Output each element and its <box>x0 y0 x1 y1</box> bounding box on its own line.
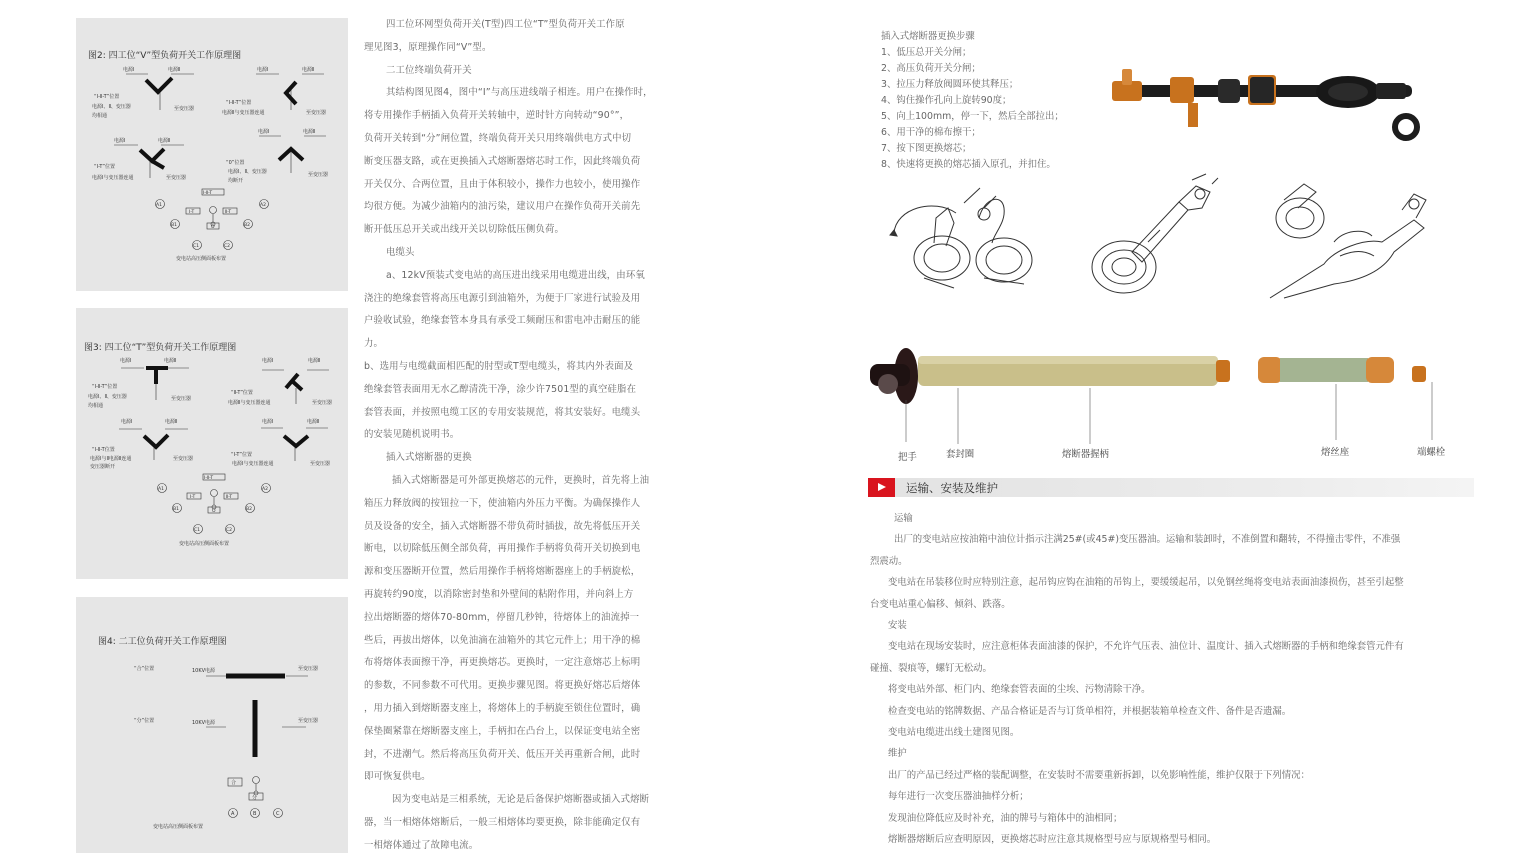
fig2-q3-load: 至变压器 <box>166 175 187 181</box>
fig3-q3-src2: 电源Ⅱ <box>165 419 178 425</box>
figure-2-diagram <box>76 18 348 291</box>
paragraph: 台变电站重心偏移、倾斜、跌落。 <box>870 598 1011 610</box>
right-text-column <box>870 508 1480 851</box>
figure-4-diagram <box>76 597 348 853</box>
paragraph: 力。 <box>364 338 384 350</box>
section-header <box>868 478 1474 497</box>
fig3-q1-desc2: 均相通 <box>88 403 104 409</box>
fig2-q1-src1: 电源Ⅰ <box>123 67 135 73</box>
fig2-q1-pos: “Ⅰ-Ⅱ-T”位置 <box>94 94 120 100</box>
fig4-row1-load: 至变压器 <box>298 666 319 672</box>
fig3-q2-pos: “Ⅱ-T”位置 <box>231 390 253 396</box>
paragraph: 变电站在现场安装时，应注意柜体表面油漆的保护，不允许气压表、油位计、温度计、插入式熔断器的手柄和绝缘套管元件有 <box>888 641 1404 653</box>
paragraph: 其结构图见图4，图中“Ⅰ”与高压进线端子相连。用户在操作时， <box>386 87 653 99</box>
play-arrow-icon <box>868 478 895 497</box>
fig4-panel-c: C <box>276 811 280 817</box>
fig2-q3-desc1: 电源Ⅰ与变压器连通 <box>92 175 134 181</box>
step-item: 7、按下图更换熔芯； <box>881 143 972 154</box>
fig2-q4-pos: “0”位置 <box>226 160 245 166</box>
fig2-q2-load: 至变压器 <box>306 110 327 116</box>
fig2-q1-desc2: 均相通 <box>92 113 108 119</box>
step-item: 1、低压总开关分闸； <box>881 47 972 58</box>
section-heading: 二工位终端负荷开关 <box>386 64 472 76</box>
fig2-q2-src2: 电源Ⅱ <box>302 67 315 73</box>
paragraph: 断电，以切除低压侧全部负荷，再用操作手柄将负荷开关切换到电 <box>364 543 641 555</box>
figure-4-title: 图4: 二工位负荷开关工作原理图 <box>98 637 227 647</box>
paragraph: 出厂的产品已经过严格的装配调整，在安装时不需要重新拆卸，以免影响性能，维护仅限于下列情况： <box>888 769 1310 781</box>
fuse-parts-photo <box>866 336 1466 446</box>
fig3-panel-left: Ⅰ-T <box>190 495 196 500</box>
paragraph: 插入式熔断器是可外部更换熔芯的元件，更换时，首先将上油 <box>392 474 650 486</box>
fig2-panel-top: Ⅰ-Ⅱ-T <box>203 191 213 196</box>
fig2-panel-caption: 变电站高压侧面板布置 <box>176 256 227 262</box>
fig3-q1-src1: 电源Ⅰ <box>120 358 132 364</box>
part-label-seal: 套封圈 <box>946 449 975 460</box>
fig3-panel-c2: C2 <box>226 528 233 533</box>
paragraph: 的参数，不同参数不可代用。更换步骤见图。将更换好熔芯后熔体 <box>364 680 641 692</box>
paragraph: 员及设备的安全，插入式熔断器不带负荷时插拔，故先将低压开关 <box>364 520 641 532</box>
fig3-q3-load: 至变压器 <box>173 456 194 462</box>
fig2-panel-right: Ⅱ-T <box>225 210 232 215</box>
fig4-row2-load: 至变压器 <box>298 718 319 724</box>
part-label-handle: 把手 <box>898 452 917 463</box>
paragraph: 碰撞、裂痕等，螺钉无松动。 <box>870 662 992 674</box>
fig4-panel-b: B <box>253 811 257 817</box>
fig2-q4-src1: 电源Ⅰ <box>258 129 270 135</box>
fig3-q4-src2: 电源Ⅱ <box>307 419 320 425</box>
fig3-q3-src1: 电源Ⅰ <box>121 419 133 425</box>
section-heading: 安装 <box>888 620 907 632</box>
paragraph: 断开低压总开关或出线开关以切除低压侧负荷。 <box>364 224 565 236</box>
paragraph: 源和变压器断开位置，然后用操作手柄将熔断器座上的手柄旋松， <box>364 566 641 578</box>
part-label-bolt: 端螺栓 <box>1417 447 1446 458</box>
paragraph: 浇注的绝缘套管将高压电源引到油箱外，为便于厂家进行试验及用 <box>364 292 641 304</box>
fig2-q2-src1: 电源Ⅰ <box>257 67 269 73</box>
fig2-q3-src2: 电源Ⅱ <box>158 138 171 144</box>
fig2-q4-src2: 电源Ⅱ <box>303 129 316 135</box>
fig3-q1-load: 至变压器 <box>171 396 192 402</box>
fig3-panel-c1: C1 <box>194 528 201 533</box>
paragraph: 保垫圈紧靠在熔断器支座上，手柄扣在凸台上，以保证变电站全密 <box>364 725 641 737</box>
fig2-q2-pos: “Ⅰ-Ⅱ-T”位置 <box>226 100 252 106</box>
section-heading: 电缆头 <box>386 246 415 258</box>
section-title: 运输、安装及维护 <box>906 481 998 495</box>
fig3-q1-desc1: 电源Ⅰ、Ⅱ、变压器 <box>88 394 127 400</box>
fig2-panel-b1: B1 <box>171 223 177 228</box>
paragraph: 熔断器熔断后应查明原因，更换熔芯时应注意其规格型号应与原规格型号相同。 <box>888 834 1217 846</box>
paragraph: 每年进行一次变压器油抽样分析； <box>888 791 1029 803</box>
paragraph: 开关仅分、合两位置，且由于体积较小，操作力也较小，使用操作 <box>364 178 641 190</box>
section-heading: 插入式熔断器的更换 <box>386 452 472 464</box>
part-label-seat: 熔丝座 <box>1321 447 1350 458</box>
figure-4-panel <box>76 597 348 853</box>
paragraph: 些后，再拔出熔体，以免油滴在油箱外的其它元件上；用干净的棉 <box>364 634 641 646</box>
paragraph: 箱压力释放阀的按钮拉一下，使油箱内外压力平衡。为确保操作人 <box>364 497 641 509</box>
fig3-q3-desc2: 变压器断开 <box>90 464 116 470</box>
paragraph: 四工位环网型负荷开关(T型)四工位“T”型负荷开关工作原 <box>386 19 625 30</box>
fuse-replacement-steps <box>881 29 1064 173</box>
paragraph: 均很方便。为减少油箱内的油污染，建议用户在操作负荷开关前先 <box>364 201 641 213</box>
fig3-q1-pos: “Ⅰ-Ⅱ-T”位置 <box>92 384 118 390</box>
fig3-panel-b2: B2 <box>246 507 252 512</box>
fig3-q4-load: 至变压器 <box>310 461 331 467</box>
paragraph: 负荷开关转到“分”闸位置，终端负荷开关只用终端供电方式中切 <box>364 132 632 144</box>
fig3-panel-right: Ⅱ-T <box>226 495 233 500</box>
paragraph: 烈震动。 <box>870 555 908 567</box>
fig2-q1-src2: 电源Ⅱ <box>168 67 181 73</box>
fig2-q4-load: 至变压器 <box>308 172 329 178</box>
paragraph: 将变电站外部、柜门内、绝缘套管表面的尘埃、污物清除干净。 <box>888 684 1151 696</box>
fig2-panel-b2: B2 <box>244 223 250 228</box>
figure-3-panel <box>76 308 348 579</box>
fig3-q2-src1: 电源Ⅰ <box>262 358 274 364</box>
paragraph: 理见图3，原理操作同“V”型。 <box>364 41 492 53</box>
paragraph: 变电站电缆进出线土建图见图。 <box>888 727 1020 739</box>
fig4-panel-a: A <box>231 811 235 817</box>
paragraph: 再旋转约90度，以消除密封垫和外壁间的粘附作用，并向斜上方 <box>364 588 634 600</box>
fig4-row1-src: 10KV电源 <box>192 668 216 674</box>
section-heading: 维护 <box>888 748 907 760</box>
step-item: 8、快速将更换的熔芯插入原孔，并扣住。 <box>881 159 1056 170</box>
fig3-q4-desc1: 电源Ⅰ与变压器连通 <box>232 461 274 467</box>
part-label-grip: 熔断器握柄 <box>1062 449 1109 460</box>
fig2-q1-load: 至变压器 <box>174 106 195 112</box>
paragraph: 绝缘套管表面用无水乙醇清洗干净，涂少许7501型的真空硅脂在 <box>364 383 637 395</box>
step-drawing-pull <box>1084 172 1234 302</box>
fig3-q3-desc1: 电源Ⅰ与Ⅱ电源Ⅱ连通 <box>90 456 132 462</box>
step-item: 4、钩住操作孔向上旋转90度； <box>881 95 1012 106</box>
fig4-panel-caption: 变电站高压侧面板布置 <box>153 824 204 830</box>
paragraph: 布将熔体表面擦干净，再更换熔芯。更换时，一定注意熔芯上标明 <box>364 657 641 669</box>
fig3-panel-top: Ⅰ-Ⅱ-T <box>204 476 214 481</box>
paragraph: 户验收试验，绝缘套管本身具有承受工频耐压和雷电冲击耐压的能 <box>364 315 641 327</box>
fig3-panel-a1: A1 <box>158 487 164 492</box>
fig2-panel-c2: C2 <box>224 244 231 249</box>
step-item: 2、高压负荷开关分闸； <box>881 63 981 74</box>
fig2-q1-desc1: 电源Ⅰ、Ⅱ、变压器 <box>92 104 131 110</box>
fig2-panel-c1: C1 <box>193 244 200 249</box>
fig2-q4-desc1: 电源Ⅰ、Ⅱ、变压器 <box>228 169 267 175</box>
section-heading: 运输 <box>894 513 913 524</box>
paragraph: 发现油位降低应及时补充，油的牌号与箱体中的油相同； <box>888 812 1123 824</box>
fig4-row1-pos: “合”位置 <box>134 666 155 672</box>
paragraph: 变电站在吊装移位时应特别注意，起吊钩应钩在油箱的吊钩上，要缓缓起吊，以免钢丝绳将变电站表面油漆损伤，甚至引起整 <box>888 577 1404 589</box>
paragraph: ，用力插入到熔断器支座上，将熔体上的手柄旋至锁住位置时，确 <box>364 702 641 714</box>
paragraph: a、12kV预装式变电站的高压进出线采用电缆进出线，由环氧 <box>386 269 645 281</box>
fuse-assembly-photo <box>1108 55 1428 147</box>
figure-3-title: 图3: 四工位“T”型负荷开关工作原理图 <box>84 343 237 353</box>
step-item: 5、向上100mm，停一下，然后全部拉出； <box>881 111 1064 122</box>
paragraph: 封，不进潮气。然后将高压负荷开关、低压开关再重新合闸，此时 <box>364 748 641 760</box>
paragraph: 一相熔体通过了故障电流。 <box>364 839 479 851</box>
paragraph: 拉出熔断器的熔体70-80mm，停留几秒钟，待熔体上的油流掉一 <box>364 611 640 623</box>
fig2-panel-a2: A2 <box>260 203 266 208</box>
middle-text-column <box>364 14 682 857</box>
paragraph: 即可恢复供电。 <box>364 771 431 783</box>
paragraph: 检查变电站的铭牌数据、产品合格证是否与订货单相符，并根据装箱单检查文件、备件是否遗漏。 <box>888 705 1292 717</box>
figure-2-title: 图2: 四工位“V”型负荷开关工作原理图 <box>88 51 242 61</box>
fig3-q4-src1: 电源Ⅰ <box>262 419 274 425</box>
fig4-row2-pos: “分”位置 <box>134 718 155 724</box>
fig3-q1-src2: 电源Ⅱ <box>164 358 177 364</box>
fig2-panel-a1: A1 <box>156 203 162 208</box>
fig3-panel-b1: B1 <box>173 507 179 512</box>
fig4-panel-fen: 分 <box>252 795 258 801</box>
fig3-q3-pos: “Ⅰ-Ⅱ-T位置 <box>92 447 115 453</box>
fig3-q4-pos: “Ⅰ-T”位置 <box>231 452 252 458</box>
figure-2-panel <box>76 18 348 291</box>
fig3-q2-load: 至变压器 <box>312 400 333 406</box>
figure-3-diagram <box>76 308 348 579</box>
paragraph: 套管表面，并按照电缆工区的专用安装规范，将其安装好。电缆头 <box>364 406 641 418</box>
fig3-panel-mid: O <box>212 509 216 514</box>
paragraph: 因为变电站是三相系统，无论是后备保护熔断器或插入式熔断 <box>392 794 650 806</box>
step-drawing-replace <box>1264 180 1434 300</box>
fig3-panel-a2: A2 <box>262 487 268 492</box>
fig2-q4-desc2: 均断开 <box>228 178 244 184</box>
step-item: 3、拉压力释放阀圆环使其释压； <box>881 79 1019 90</box>
paragraph: b、选用与电缆截面相匹配的肘型或T型电缆头，将其内外表面及 <box>364 360 634 372</box>
step-item: 6、用干净的棉布擦干； <box>881 127 981 138</box>
paragraph: 将专用操作手柄插入负荷开关转轴中，逆时针方向转动“90°”， <box>364 110 630 122</box>
fig2-q3-src1: 电源Ⅰ <box>114 138 126 144</box>
fig4-panel-he: 合 <box>231 780 237 786</box>
paragraph: 器，当一相熔体熔断后，一般三相熔体均要更换，除非能确定仅有 <box>364 816 641 828</box>
fig2-q2-desc1: 电源Ⅱ与变压器连通 <box>222 110 265 116</box>
fig3-panel-caption: 变电站高压侧面板布置 <box>179 541 230 547</box>
fig2-panel-left: Ⅰ-T <box>189 210 195 215</box>
fig4-row2-src: 10KV电源 <box>192 720 216 726</box>
paragraph: 的安装见随机说明书。 <box>364 429 460 441</box>
fig2-q3-pos: “Ⅰ-T”位置 <box>94 164 115 170</box>
paragraph: 断变压器支路，或在更换插入式熔断器熔芯时工作，因此终端负荷 <box>364 155 641 167</box>
step-drawing-rotate <box>884 178 1044 298</box>
fig3-q2-src2: 电源Ⅱ <box>308 358 321 364</box>
paragraph: 出厂的变电站应按油箱中油位计指示注满25#(或45#)变压器油。运输和装卸时，不准倒置和翻转，不得撞击零件，不准强 <box>894 534 1401 546</box>
fig2-panel-mid: O <box>211 225 215 230</box>
fig3-q2-desc1: 电源Ⅱ与变压器连通 <box>228 400 271 406</box>
steps-title: 插入式熔断器更换步骤 <box>881 31 975 42</box>
